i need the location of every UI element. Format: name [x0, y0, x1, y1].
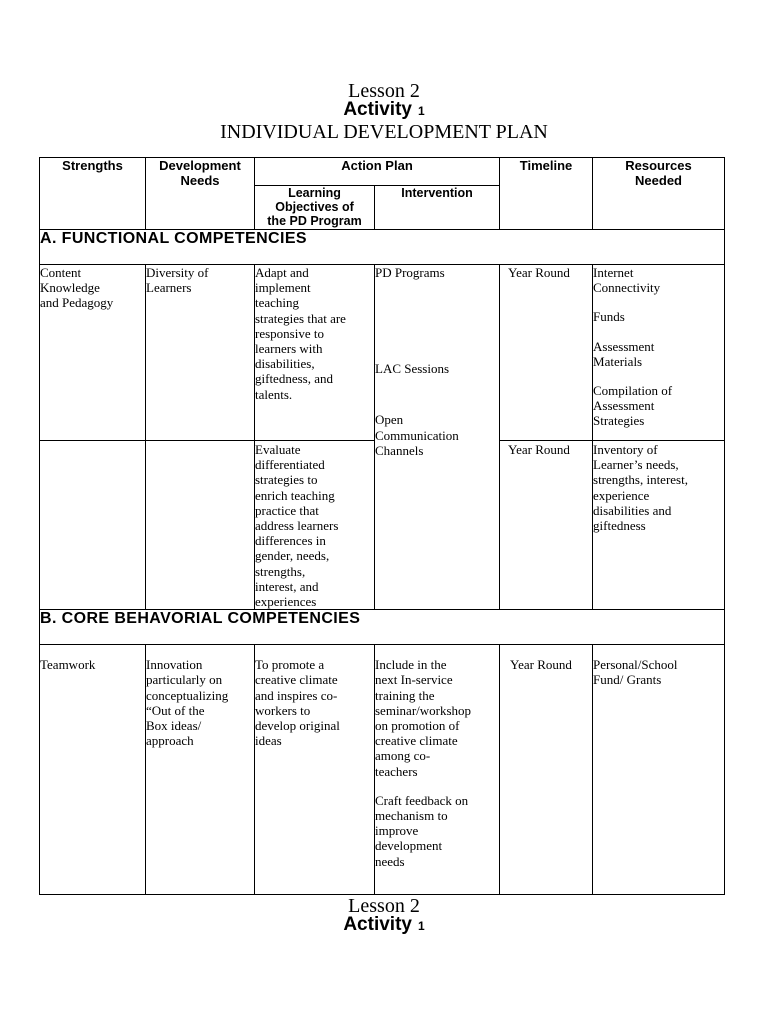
col-header-timeline: Timeline — [500, 158, 593, 230]
cell-timeline: Year Round — [500, 645, 593, 895]
cell-learning-objectives: Adapt and implement teaching strategies that are responsive to learners with disabilities, giftedness, and talents. — [255, 265, 375, 441]
cell-timeline: Year Round — [500, 441, 593, 610]
cell-strengths: Teamwork — [40, 645, 146, 895]
cell-resources: Personal/School Fund/ Grants — [593, 645, 725, 895]
col-header-learning-objectives: Learning Objectives of the PD Program — [255, 186, 375, 230]
development-plan-table — [39, 157, 725, 895]
cell-strengths: Content Knowledge and Pedagogy — [40, 265, 146, 441]
cell-intervention: Include in the next In-service training the seminar/workshop on promotion of creative climate among co- teachers Craft feedback on mechanism to improve development needs — [375, 645, 500, 895]
footer-activity-number: 1 — [417, 919, 425, 933]
col-header-strengths: Strengths — [40, 158, 146, 230]
cell-development-needs: Innovation particularly on conceptualizing “Out of the Box ideas/ approach — [146, 645, 255, 895]
cell-intervention: PD Programs LAC Sessions Open Communication Channels — [375, 265, 500, 610]
table-row — [40, 265, 725, 441]
footer-lesson-heading: Lesson 2 — [348, 895, 420, 917]
cell-timeline: Year Round — [500, 265, 593, 441]
page-title: INDIVIDUAL DEVELOPMENT PLAN — [220, 121, 548, 143]
col-header-intervention: Intervention — [375, 186, 500, 230]
cell-development-needs-empty — [146, 441, 255, 610]
table-row — [40, 645, 725, 895]
cell-strengths-empty — [40, 441, 146, 610]
section-b-heading: B. CORE BEHAVORIAL COMPETENCIES — [40, 610, 725, 645]
cell-resources: Inventory of Learner’s needs, strengths, interest, experience disabilities and giftedness — [593, 441, 725, 610]
cell-learning-objectives: Evaluate differentiated strategies to enrich teaching practice that address learners differences in gender, needs, strengths, interest, and experiences — [255, 441, 375, 610]
col-header-resources: Resources Needed — [593, 158, 725, 230]
cell-resources: Internet Connectivity Funds Assessment Materials Compilation of Assessment Strategies — [593, 265, 725, 441]
activity-number: 1 — [417, 104, 425, 118]
lesson-heading: Lesson 2 — [348, 80, 420, 102]
activity-label: Activity — [343, 99, 412, 120]
cell-development-needs: Diversity of Learners — [146, 265, 255, 441]
activity-heading — [0, 99, 768, 121]
footer-activity-label: Activity — [343, 914, 412, 935]
table-header-row — [40, 158, 725, 186]
cell-learning-objectives: To promote a creative climate and inspires co- workers to develop original ideas — [255, 645, 375, 895]
col-header-action-plan: Action Plan — [255, 158, 500, 186]
footer-activity-heading — [0, 914, 768, 936]
col-header-development-needs: Development Needs — [146, 158, 255, 230]
section-a-heading: A. FUNCTIONAL COMPETENCIES — [40, 230, 725, 265]
